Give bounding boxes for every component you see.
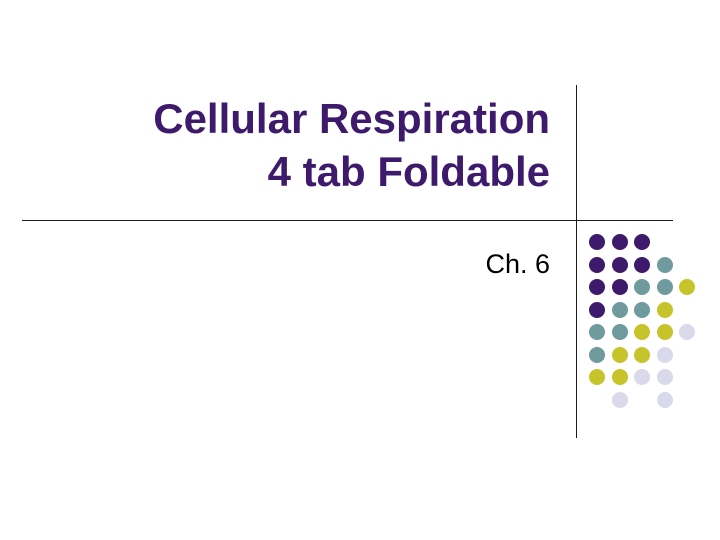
title-line-1: Cellular Respiration — [153, 95, 550, 142]
dot-olive — [634, 324, 650, 340]
dot-lavender — [612, 392, 628, 408]
title-line-2: 4 tab Foldable — [267, 148, 550, 195]
dot-olive — [657, 302, 673, 318]
dot-olive — [612, 347, 628, 363]
dot-lavender — [634, 369, 650, 385]
dot-olive — [679, 279, 695, 295]
dot-lavender — [657, 392, 673, 408]
dot-purple — [612, 257, 628, 273]
slide-subtitle: Ch. 6 — [485, 249, 550, 279]
dot-lavender — [679, 324, 695, 340]
dot-olive — [612, 369, 628, 385]
dot-purple — [589, 234, 605, 250]
dot-teal — [589, 347, 605, 363]
dot-teal — [634, 302, 650, 318]
dot-olive — [589, 369, 605, 385]
dot-purple — [612, 279, 628, 295]
dot-teal — [612, 302, 628, 318]
dot-teal — [612, 324, 628, 340]
dot-lavender — [657, 369, 673, 385]
dot-teal — [657, 279, 673, 295]
dot-purple — [612, 234, 628, 250]
dot-purple — [634, 257, 650, 273]
dot-purple — [589, 279, 605, 295]
dot-teal — [589, 324, 605, 340]
dot-olive — [657, 324, 673, 340]
dot-purple — [589, 302, 605, 318]
dot-lavender — [657, 347, 673, 363]
dot-teal — [634, 279, 650, 295]
dot-teal — [657, 257, 673, 273]
dot-purple — [634, 234, 650, 250]
dot-purple — [589, 257, 605, 273]
dot-olive — [634, 347, 650, 363]
